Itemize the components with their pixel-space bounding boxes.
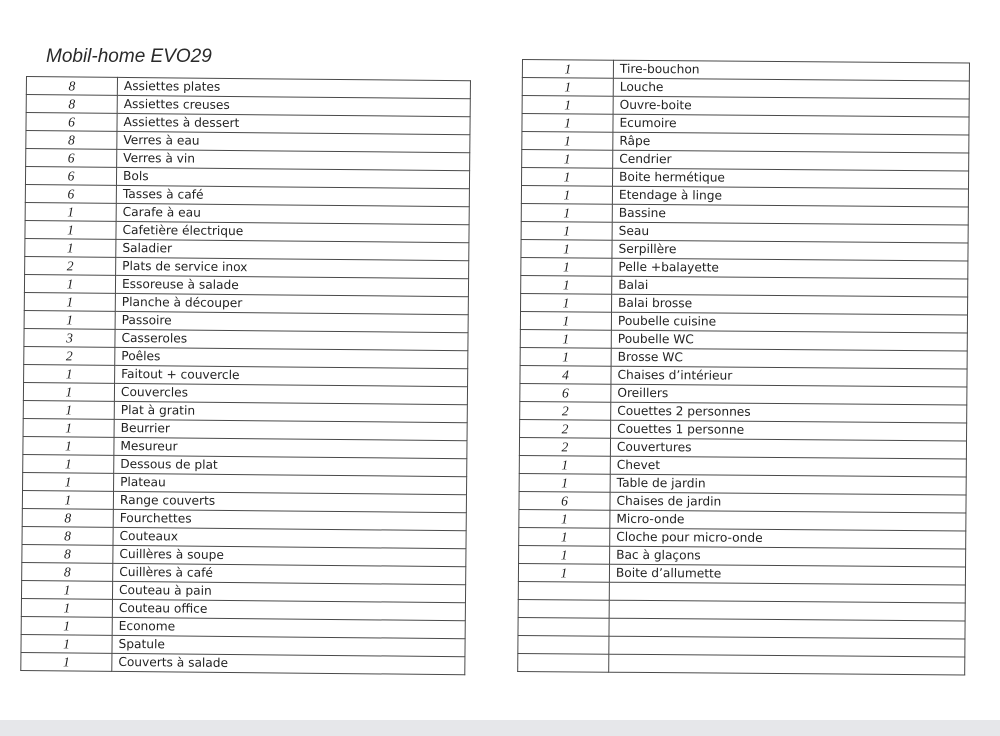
quantity-cell	[518, 653, 609, 672]
quantity-cell: 8	[22, 526, 113, 545]
quantity-cell: 6	[25, 167, 116, 186]
quantity-cell: 8	[22, 544, 113, 563]
table-row	[518, 653, 965, 675]
item-name-cell: Bassine	[612, 204, 968, 225]
quantity-cell: 2	[520, 401, 611, 420]
quantity-cell: 1	[521, 239, 612, 258]
item-name-cell: Casseroles	[115, 329, 468, 350]
item-name-cell: Couteau à pain	[112, 581, 465, 602]
quantity-cell: 4	[520, 365, 611, 384]
quantity-cell	[518, 635, 609, 654]
quantity-cell: 1	[519, 455, 610, 474]
item-name-cell: Louche	[613, 78, 969, 99]
item-name-cell: Assiettes creuses	[117, 95, 470, 116]
quantity-cell: 1	[521, 257, 612, 276]
item-name-cell: Cuillères à café	[113, 563, 466, 584]
quantity-cell: 1	[522, 114, 613, 133]
quantity-cell: 1	[25, 202, 116, 221]
quantity-cell: 1	[522, 78, 613, 97]
item-name-cell: Beurrier	[114, 419, 467, 440]
quantity-cell: 1	[24, 274, 115, 293]
inventory-table-right-body	[518, 60, 970, 675]
quantity-cell: 6	[519, 491, 610, 510]
item-name-cell: Boite d’allumette	[609, 564, 965, 585]
item-name-cell: Balai	[612, 276, 968, 297]
item-name-cell: Range couverts	[113, 491, 466, 512]
item-name-cell: Etendage à linge	[612, 186, 968, 207]
item-name-cell: Chaises d’intérieur	[611, 366, 967, 387]
item-name-cell: Brosse WC	[611, 348, 967, 369]
item-name-cell: Poubelle WC	[611, 330, 967, 351]
quantity-cell: 1	[522, 60, 613, 79]
quantity-cell: 1	[521, 186, 612, 205]
quantity-cell: 2	[519, 437, 610, 456]
quantity-cell: 8	[22, 508, 113, 527]
item-name-cell: Bols	[116, 167, 469, 188]
item-name-cell: Tasses à café	[116, 185, 469, 206]
quantity-cell: 1	[25, 238, 116, 257]
item-name-cell: Cafetière électrique	[116, 221, 469, 242]
quantity-cell: 8	[22, 562, 113, 581]
item-name-cell: Spatule	[112, 635, 465, 656]
quantity-cell: 1	[24, 364, 115, 383]
quantity-cell: 2	[520, 419, 611, 438]
item-name-cell: Mesureur	[114, 437, 467, 458]
quantity-cell: 1	[24, 292, 115, 311]
item-name-cell: Boite hermétique	[613, 168, 969, 189]
page-title: Mobil-home EVO29	[46, 46, 212, 67]
item-name-cell: Passoire	[115, 311, 468, 332]
item-name-cell: Cendrier	[613, 150, 969, 171]
quantity-cell: 1	[519, 527, 610, 546]
item-name-cell: Essoreuse à salade	[115, 275, 468, 296]
quantity-cell: 1	[519, 509, 610, 528]
quantity-cell: 8	[26, 95, 117, 114]
quantity-cell: 1	[23, 382, 114, 401]
quantity-cell: 1	[520, 347, 611, 366]
quantity-cell: 2	[25, 256, 116, 275]
item-name-cell: Assiettes plates	[117, 77, 470, 98]
item-name-cell: Micro-onde	[610, 510, 966, 531]
item-name-cell: Couteau office	[112, 599, 465, 620]
item-name-cell: Oreillers	[611, 384, 967, 405]
quantity-cell: 8	[26, 131, 117, 150]
item-name-cell: Carafe à eau	[116, 203, 469, 224]
item-name-cell: Table de jardin	[610, 474, 966, 495]
item-name-cell: Ecumoire	[613, 114, 969, 135]
quantity-cell: 1	[522, 96, 613, 115]
quantity-cell	[518, 581, 609, 600]
quantity-cell: 1	[23, 400, 114, 419]
item-name-cell: Dessous de plat	[114, 455, 467, 476]
inventory-table-left	[20, 76, 471, 675]
item-name-cell: Poubelle cuisine	[611, 312, 967, 333]
item-name-cell: Seau	[612, 222, 968, 243]
item-name-cell: Verres à vin	[117, 149, 470, 170]
item-name-cell: Econome	[112, 617, 465, 638]
quantity-cell: 1	[23, 472, 114, 491]
item-name-cell: Cloche pour micro-onde	[610, 528, 966, 549]
item-name-cell: Plateau	[114, 473, 467, 494]
item-name-cell: Serpillère	[612, 240, 968, 261]
quantity-cell	[518, 617, 609, 636]
quantity-cell: 1	[21, 580, 112, 599]
quantity-cell: 1	[522, 168, 613, 187]
item-name-cell: Planche à découper	[115, 293, 468, 314]
quantity-cell: 1	[21, 598, 112, 617]
quantity-cell: 1	[518, 563, 609, 582]
item-name-cell: Tire-bouchon	[613, 60, 969, 81]
item-name-cell: Poêles	[115, 347, 468, 368]
quantity-cell: 1	[522, 132, 613, 151]
quantity-cell: 1	[521, 275, 612, 294]
item-name-cell: Bac à glaçons	[610, 546, 966, 567]
item-name-cell: Cuillères à soupe	[113, 545, 466, 566]
inventory-table-left-body	[21, 77, 471, 675]
item-name-cell	[609, 654, 965, 675]
quantity-cell: 1	[521, 293, 612, 312]
quantity-cell: 6	[26, 113, 117, 132]
inventory-table-right	[517, 59, 970, 675]
quantity-cell: 1	[24, 310, 115, 329]
item-name-cell: Chaises de jardin	[610, 492, 966, 513]
quantity-cell: 1	[21, 616, 112, 635]
item-name-cell: Saladier	[116, 239, 469, 260]
item-name-cell: Balai brosse	[612, 294, 968, 315]
table-row	[21, 652, 465, 674]
item-name-cell: Couettes 1 personne	[611, 420, 967, 441]
quantity-cell: 1	[21, 652, 112, 671]
quantity-cell: 1	[522, 150, 613, 169]
quantity-cell: 1	[23, 436, 114, 455]
item-name-cell: Chevet	[610, 456, 966, 477]
item-name-cell: Ouvre-boite	[613, 96, 969, 117]
quantity-cell: 1	[21, 634, 112, 653]
item-name-cell: Couettes 2 personnes	[611, 402, 967, 423]
quantity-cell: 6	[520, 383, 611, 402]
item-name-cell: Pelle +balayette	[612, 258, 968, 279]
quantity-cell: 1	[520, 311, 611, 330]
quantity-cell: 1	[22, 490, 113, 509]
item-name-cell: Plats de service inox	[116, 257, 469, 278]
quantity-cell: 1	[23, 418, 114, 437]
item-name-cell: Faitout + couvercle	[115, 365, 468, 386]
quantity-cell: 3	[24, 328, 115, 347]
item-name-cell: Verres à eau	[117, 131, 470, 152]
quantity-cell: 1	[519, 473, 610, 492]
quantity-cell: 1	[520, 329, 611, 348]
quantity-cell: 2	[24, 346, 115, 365]
item-name-cell: Couteaux	[113, 527, 466, 548]
quantity-cell: 1	[25, 220, 116, 239]
quantity-cell: 6	[26, 149, 117, 168]
quantity-cell: 1	[23, 454, 114, 473]
item-name-cell: Fourchettes	[113, 509, 466, 530]
item-name-cell: Plat à gratin	[114, 401, 467, 422]
quantity-cell: 8	[26, 77, 117, 96]
item-name-cell: Assiettes à dessert	[117, 113, 470, 134]
quantity-cell: 1	[521, 221, 612, 240]
item-name-cell: Couvertures	[610, 438, 966, 459]
item-name-cell: Couvercles	[114, 383, 467, 404]
quantity-cell: 1	[519, 545, 610, 564]
item-name-cell: Couverts à salade	[112, 653, 465, 674]
quantity-cell: 6	[25, 184, 116, 203]
quantity-cell	[518, 599, 609, 618]
item-name-cell: Râpe	[613, 132, 969, 153]
quantity-cell: 1	[521, 203, 612, 222]
